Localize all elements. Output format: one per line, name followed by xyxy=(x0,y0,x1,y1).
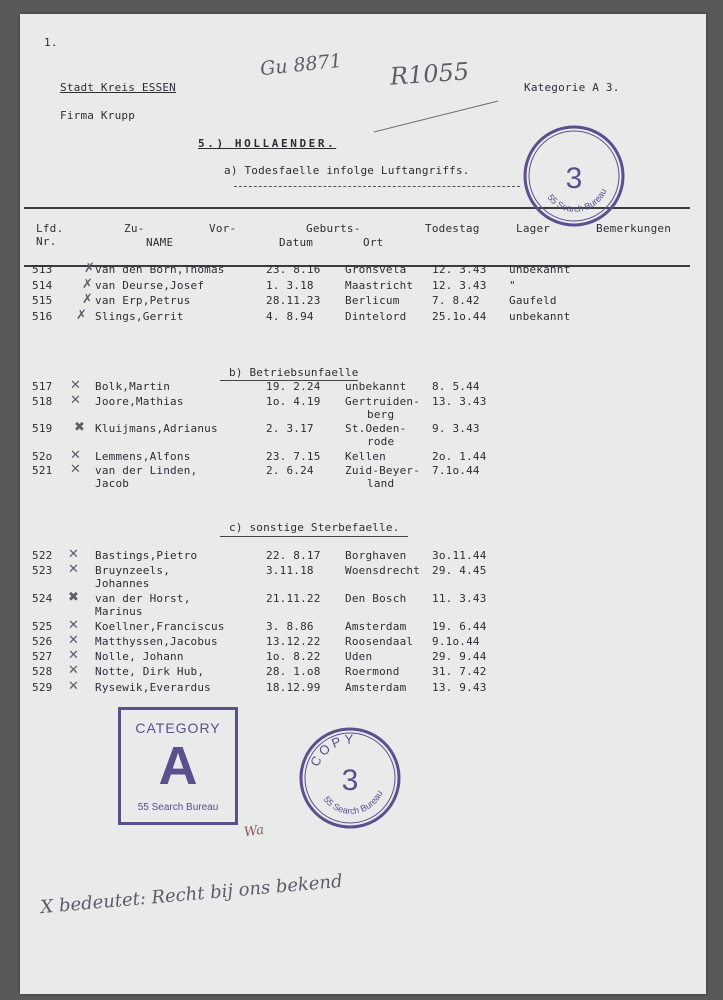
entry-birth-place: Maastricht xyxy=(345,279,414,292)
entry-death-date: 25.1o.44 xyxy=(432,310,487,323)
col-nr: Nr. xyxy=(36,235,57,248)
pencil-check-mark: ✖ xyxy=(74,420,85,435)
entry-camp: Gaufeld xyxy=(509,294,557,307)
entry-number: 527 xyxy=(32,650,53,663)
col-name: NAME xyxy=(146,236,174,249)
city-label: Stadt Kreis ESSEN xyxy=(60,81,176,94)
entry-number: 524 xyxy=(32,592,53,605)
entry-number: 522 xyxy=(32,549,53,562)
pencil-check-mark: ✕ xyxy=(68,547,79,562)
entry-number: 515 xyxy=(32,294,53,307)
pencil-check-mark: ✗ xyxy=(82,277,93,292)
entry-death-date: 9. 3.43 xyxy=(432,422,480,435)
category-stamp xyxy=(118,707,238,825)
entry-name: Rysewik,Everardus xyxy=(95,681,211,694)
pencil-check-mark: ✖ xyxy=(68,590,79,605)
copy-word xyxy=(522,124,571,127)
entry-birth-place: Gronsvela xyxy=(345,263,407,276)
entry-birth-place: Berlicum xyxy=(345,294,400,307)
entry-name: Bruynzeels, xyxy=(95,564,171,577)
entry-number: 52o xyxy=(32,450,53,463)
section-c-underline xyxy=(220,536,408,537)
entry-number: 529 xyxy=(32,681,53,694)
entry-death-date: 3o.11.44 xyxy=(432,549,487,562)
entry-camp: " xyxy=(509,279,516,292)
entry-death-date: 12. 3.43 xyxy=(432,263,487,276)
pencil-check-mark: ✕ xyxy=(68,679,79,694)
entry-number: 519 xyxy=(32,422,53,435)
col-geburts: Geburts- xyxy=(306,222,361,235)
entry-death-date: 13. 9.43 xyxy=(432,681,487,694)
nation-heading: 5.) HOLLAENDER. xyxy=(198,137,337,150)
entry-number: 514 xyxy=(32,279,53,292)
entry-name: Nolle, Johann xyxy=(95,650,184,663)
entry-birth-place-cont: land xyxy=(367,477,395,490)
entry-birth-place: Gertruiden- xyxy=(345,395,421,408)
entry-birth-place: Den Bosch xyxy=(345,592,407,605)
entry-number: 521 xyxy=(32,464,53,477)
col-datum: Datum xyxy=(279,236,314,249)
copy-bureau: 55 Search Bureau xyxy=(545,186,609,214)
handwritten-footnote: X bedeutet: Recht bij ons bekend xyxy=(39,870,344,919)
pencil-check-mark: ✗ xyxy=(84,261,95,276)
entry-death-date: 29. 9.44 xyxy=(432,650,487,663)
entry-death-date: 11. 3.43 xyxy=(432,592,487,605)
entry-number: 526 xyxy=(32,635,53,648)
entry-death-date: 9.1o.44 xyxy=(432,635,480,648)
entry-name: van der Linden, xyxy=(95,464,198,477)
entry-name-cont: Jacob xyxy=(95,477,130,490)
entry-death-date: 7.1o.44 xyxy=(432,464,480,477)
entry-birth-date: 28.11.23 xyxy=(266,294,321,307)
entry-birth-place: Borghaven xyxy=(345,549,407,562)
entry-camp: unbekannt xyxy=(509,263,571,276)
entry-birth-date: 23. 8.16 xyxy=(266,263,321,276)
entry-name: Bolk,Martin xyxy=(95,380,171,393)
entry-name: van Deurse,Josef xyxy=(95,279,205,292)
entry-birth-place-cont: rode xyxy=(367,435,395,448)
entry-birth-date: 19. 2.24 xyxy=(266,380,321,393)
entry-name: Kluijmans,Adrianus xyxy=(95,422,218,435)
entry-death-date: 13. 3.43 xyxy=(432,395,487,408)
copy-number-2: 3 xyxy=(341,764,359,797)
pencil-check-mark: ✕ xyxy=(68,663,79,678)
entry-birth-date: 2. 6.24 xyxy=(266,464,314,477)
pencil-check-mark: ✗ xyxy=(82,292,93,307)
entry-death-date: 2o. 1.44 xyxy=(432,450,487,463)
entry-birth-place: Roermond xyxy=(345,665,400,678)
entry-birth-date: 22. 8.17 xyxy=(266,549,321,562)
pencil-check-mark: ✕ xyxy=(70,448,81,463)
entry-number: 517 xyxy=(32,380,53,393)
section-b-heading: b) Betriebsunfaelle xyxy=(229,366,359,379)
copy-word-2: COPY xyxy=(306,731,357,769)
company-label: Firma Krupp xyxy=(60,109,136,122)
pencil-check-mark: ✕ xyxy=(68,648,79,663)
entry-name: van der Horst, xyxy=(95,592,191,605)
entry-birth-date: 13.12.22 xyxy=(266,635,321,648)
entry-death-date: 29. 4.45 xyxy=(432,564,487,577)
entry-number: 523 xyxy=(32,564,53,577)
entry-number: 516 xyxy=(32,310,53,323)
entry-number: 525 xyxy=(32,620,53,633)
entry-birth-place: unbekannt xyxy=(345,380,407,393)
entry-death-date: 31. 7.42 xyxy=(432,665,487,678)
entry-birth-date: 1o. 8.22 xyxy=(266,650,321,663)
entry-birth-date: 4. 8.94 xyxy=(266,310,314,323)
pencil-stroke xyxy=(374,101,498,133)
entry-birth-place: Zuid-Beyer- xyxy=(345,464,421,477)
entry-birth-date: 18.12.99 xyxy=(266,681,321,694)
entry-birth-place: St.Oeden- xyxy=(345,422,407,435)
entry-birth-place: Amsterdam xyxy=(345,620,407,633)
copy-stamp-bottom xyxy=(298,726,402,830)
entry-name: van Erp,Petrus xyxy=(95,294,191,307)
copy-stamp-top-graphic xyxy=(522,124,626,228)
entry-name: van den Born,Thomas xyxy=(95,263,225,276)
entry-birth-place: Uden xyxy=(345,650,373,663)
document-page xyxy=(20,14,706,994)
section-a-heading: a) Todesfaelle infolge Luftangriffs. xyxy=(224,164,470,177)
entry-birth-date: 23. 7.15 xyxy=(266,450,321,463)
pencil-check-mark: ✕ xyxy=(70,462,81,477)
entry-name-cont: Johannes xyxy=(95,577,150,590)
entry-name: Lemmens,Alfons xyxy=(95,450,191,463)
col-ort: Ort xyxy=(363,236,384,249)
category-bureau: 55 Search Bureau xyxy=(137,802,219,813)
pencil-check-mark: ✕ xyxy=(68,618,79,633)
entry-name: Matthyssen,Jacobus xyxy=(95,635,218,648)
col-bemerkungen: Bemerkungen xyxy=(596,222,672,235)
entry-name: Bastings,Pietro xyxy=(95,549,198,562)
pencil-check-mark: ✕ xyxy=(68,562,79,577)
entry-death-date: 19. 6.44 xyxy=(432,620,487,633)
entry-birth-place-cont: berg xyxy=(367,408,395,421)
page-number: 1. xyxy=(44,36,58,49)
handwritten-reference: Gu 8871 xyxy=(259,49,343,81)
entry-number: 528 xyxy=(32,665,53,678)
entry-birth-place: Roosendaal xyxy=(345,635,414,648)
col-zu: Zu- xyxy=(124,222,145,235)
entry-name: Joore,Mathias xyxy=(95,395,184,408)
reference-code: R1055 xyxy=(389,57,471,91)
entry-birth-date: 28. 1.o8 xyxy=(266,665,321,678)
pencil-check-mark: ✕ xyxy=(70,378,81,393)
entry-birth-date: 21.11.22 xyxy=(266,592,321,605)
entry-birth-date: 2. 3.17 xyxy=(266,422,314,435)
entry-birth-place: Dintelord xyxy=(345,310,407,323)
entry-death-date: 8. 5.44 xyxy=(432,380,480,393)
entry-birth-date: 3.11.18 xyxy=(266,564,314,577)
category-letter: A xyxy=(158,736,198,796)
entry-name-cont: Marinus xyxy=(95,605,143,618)
entry-death-date: 12. 3.43 xyxy=(432,279,487,292)
entry-birth-date: 1. 3.18 xyxy=(266,279,314,292)
entry-birth-date: 1o. 4.19 xyxy=(266,395,321,408)
entry-number: 513 xyxy=(32,263,53,276)
entry-name: Notte, Dirk Hub, xyxy=(95,665,205,678)
col-lfd: Lfd. xyxy=(36,222,64,235)
entry-birth-place: Amsterdam xyxy=(345,681,407,694)
col-lager: Lager xyxy=(516,222,551,235)
pencil-check-mark: ✗ xyxy=(76,308,87,323)
copy-bureau-2: 55 Search Bureau xyxy=(321,788,385,816)
entry-number: 518 xyxy=(32,395,53,408)
entry-death-date: 7. 8.42 xyxy=(432,294,480,307)
col-vor: Vor- xyxy=(209,222,237,235)
entry-name: Slings,Gerrit xyxy=(95,310,184,323)
entry-birth-place: Woensdrecht xyxy=(345,564,421,577)
section-c-heading: c) sonstige Sterbefaelle. xyxy=(229,521,400,534)
col-todestag: Todestag xyxy=(425,222,480,235)
copy-number: 3 xyxy=(565,162,583,195)
handwritten-initials: Wa xyxy=(243,822,265,841)
copy-stamp-bottom-graphic xyxy=(298,726,402,830)
entry-birth-date: 3. 8.86 xyxy=(266,620,314,633)
copy-stamp-top xyxy=(522,124,626,228)
entry-name: Koellner,Franciscus xyxy=(95,620,225,633)
entry-birth-place: Kellen xyxy=(345,450,386,463)
category-label: Kategorie A 3. xyxy=(524,81,620,94)
pencil-check-mark: ✕ xyxy=(68,633,79,648)
entry-camp: unbekannt xyxy=(509,310,571,323)
heading-underline xyxy=(234,186,520,187)
category-word: CATEGORY xyxy=(135,720,221,736)
pencil-check-mark: ✕ xyxy=(70,393,81,408)
